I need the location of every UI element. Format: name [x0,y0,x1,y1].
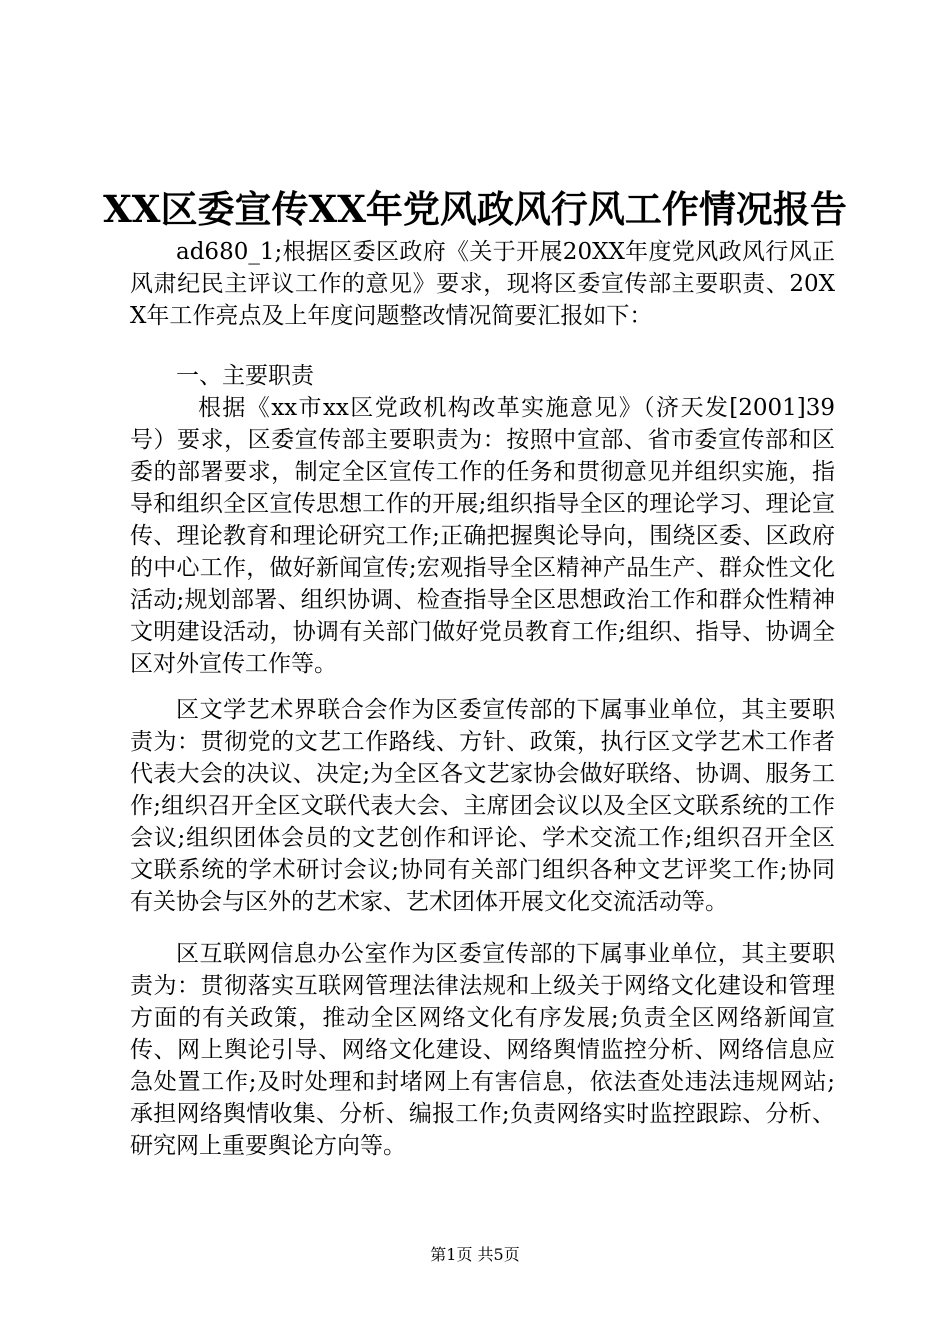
paragraph-literary-federation: 区文学艺术界联合会作为区委宣传部的下属事业单位，其主要职责为：贯彻党的文艺工作路线、方针、政策，执行区文学艺术工作者代表大会的决议、决定;为全区各文艺家协会做好联络、协调、服务工作;组织召开全区文联代表大会、主席团会议以及全区文联系统的工作会议;组织团体会员的文艺创作和评论、学术交流工作;组织召开全区文联系统的学术研讨会议;协同有关部门组织各种文艺评奖工作;协同有关协会与区外的艺术家、艺术团体开展文化交流活动等。 [130,697,835,915]
page-footer: 第1页 共5页 [430,1245,520,1264]
paragraph-internet-office: 区互联网信息办公室作为区委宣传部的下属事业单位，其主要职责为：贯彻落实互联网管理法律法规和上级关于网络文化建设和管理方面的有关政策，推动全区网络文化有序发展;负责全区网络新闻宣传、网上舆论引导、网络文化建设、网络舆情监控分析、网络信息应急处置工作;及时处理和封堵网上有害信息，依法查处违法违规网站;承担网络舆情收集、分析、编报工作;负责网络实时监控跟踪、分析、研究网上重要舆论方向等。 [130,941,835,1159]
document-title: XX区委宣传XX年党风政风行风工作情况报告 [103,187,847,231]
section-heading: 一、主要职责 [176,363,314,389]
paragraph-main-duties: 根据《xx市xx区党政机构改革实施意见》（济天发[2001]39号）要求，区委宣传部主要职责为：按照中宣部、省市委宣传部和区委的部署要求，制定全区宣传工作的任务和贯彻意见并组织实施，指导和组织全区宣传思想工作的开展;组织指导全区的理论学习、理论宣传、理论教育和理论研究工作;正确把握舆论导向，围绕区委、区政府的中心工作，做好新闻宣传;宏观指导全区精神产品生产、群众性文化活动;规划部署、组织协调、检查指导全区思想政治工作和群众性精神文明建设活动，协调有关部门做好党员教育工作;组织、指导、协调全区对外宣传工作等。 [130,395,835,677]
intro-paragraph: ad680_1;根据区委区政府《关于开展20XX年度党风政风行风正风肃纪民主评议工作的意见》要求，现将区委宣传部主要职责、20XX年工作亮点及上年度问题整改情况简要汇报如下： [130,239,835,329]
